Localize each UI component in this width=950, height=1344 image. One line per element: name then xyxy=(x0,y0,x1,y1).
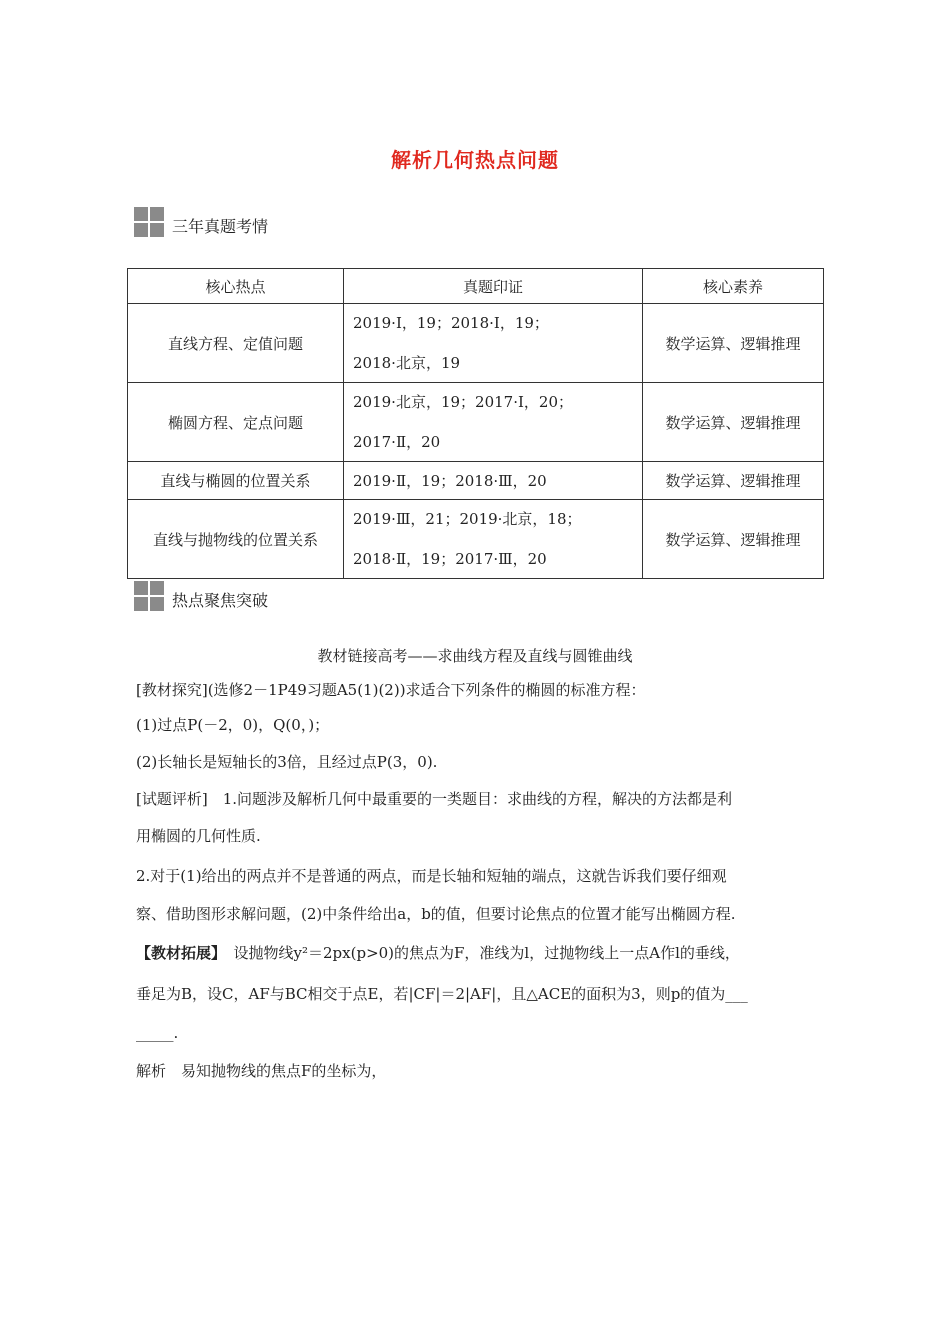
paragraph-analysis-line2: 用椭圆的几何性质. xyxy=(136,827,261,845)
evidence-line: 2018·北京，19 xyxy=(353,354,461,372)
section-heading-hotspot-focus xyxy=(134,580,268,611)
section-label: 热点聚焦突破 xyxy=(172,591,269,610)
topic-cell: 直线方程、定值问题 xyxy=(128,304,344,383)
topic-cell: 直线与椭圆的位置关系 xyxy=(128,462,344,500)
topic-cell: 直线与抛物线的位置关系 xyxy=(128,500,344,579)
paragraph-textbook-inquiry: [教材探究](选修2－1P49习题A5(1)(2))求适合下列条件的椭圆的标准方程： xyxy=(136,681,646,699)
evidence-line: 2019·Ⅲ，21；2019·北京，18； xyxy=(353,510,582,528)
subheading: 教材链接高考——求曲线方程及直线与圆锥曲线 xyxy=(317,647,633,665)
literacy-cell: 数学运算、逻辑推理 xyxy=(643,304,824,383)
extension-text: 设抛物线y²＝2px(p>0)的焦点为F，准线为l，过抛物线上一点A作l的垂线， xyxy=(218,944,740,962)
page-title: 解析几何热点问题 xyxy=(391,148,559,172)
paragraph-point2-line2: 察、借助图形求解问题，(2)中条件给出a，b的值，但要讨论焦点的位置才能写出椭圆方程. xyxy=(136,905,736,923)
table-row xyxy=(128,462,824,500)
literacy-cell: 数学运算、逻辑推理 xyxy=(643,500,824,579)
paragraph-analysis-line1: [试题评析] 1.问题涉及解析几何中最重要的一类题目：求曲线的方程，解决的方法都是利 xyxy=(136,790,733,808)
extension-label: 【教材拓展】 xyxy=(136,944,219,962)
table-header-row xyxy=(128,269,824,304)
table-row xyxy=(128,383,824,462)
table-header-cell: 核心素养 xyxy=(643,269,824,304)
evidence-line: 2017·Ⅱ，20 xyxy=(353,433,441,451)
table-header-cell: 真题印证 xyxy=(344,269,643,304)
table-row xyxy=(128,500,824,579)
table-header-cell: 核心热点 xyxy=(128,269,344,304)
evidence-cell xyxy=(344,304,643,383)
paragraph-extension-line2: 垂足为B，设C，AF与BC相交于点E，若|CF|＝2|AF|，且△ACE的面积为3，则p的值为___ xyxy=(136,985,748,1003)
paragraph-condition-1: (1)过点P(－2，0)，Q(0，)； xyxy=(136,716,330,734)
evidence-line: 2019·北京，19；2017·Ⅰ，20； xyxy=(353,393,573,411)
topic-cell: 椭圆方程、定点问题 xyxy=(128,383,344,462)
evidence-line: 2018·Ⅱ，19；2017·Ⅲ，20 xyxy=(353,550,547,568)
evidence-line: 2019·Ⅰ，19；2018·Ⅰ，19； xyxy=(353,314,549,332)
evidence-cell xyxy=(344,383,643,462)
section-heading-exam-history xyxy=(134,206,268,237)
evidence-line: 2019·Ⅱ，19；2018·Ⅲ，20 xyxy=(353,471,547,490)
table-row xyxy=(128,304,824,383)
paragraph-extension-line3: _____. xyxy=(136,1024,179,1042)
section-label: 三年真题考情 xyxy=(172,217,269,236)
paragraph-condition-2: (2)长轴长是短轴长的3倍，且经过点P(3，0). xyxy=(136,753,438,771)
grid-squares-icon xyxy=(134,207,164,237)
hotspot-table xyxy=(127,268,824,579)
paragraph-extension-line1 xyxy=(136,943,816,963)
grid-squares-icon xyxy=(134,581,164,611)
evidence-cell xyxy=(344,500,643,579)
paragraph-point2-line1: 2.对于(1)给出的两点并不是普通的两点，而是长轴和短轴的端点，这就告诉我们要仔细观 xyxy=(136,867,727,885)
literacy-cell: 数学运算、逻辑推理 xyxy=(643,462,824,500)
evidence-cell xyxy=(344,462,643,500)
literacy-cell: 数学运算、逻辑推理 xyxy=(643,383,824,462)
paragraph-solution: 解析 易知抛物线的焦点F的坐标为， xyxy=(136,1062,387,1080)
